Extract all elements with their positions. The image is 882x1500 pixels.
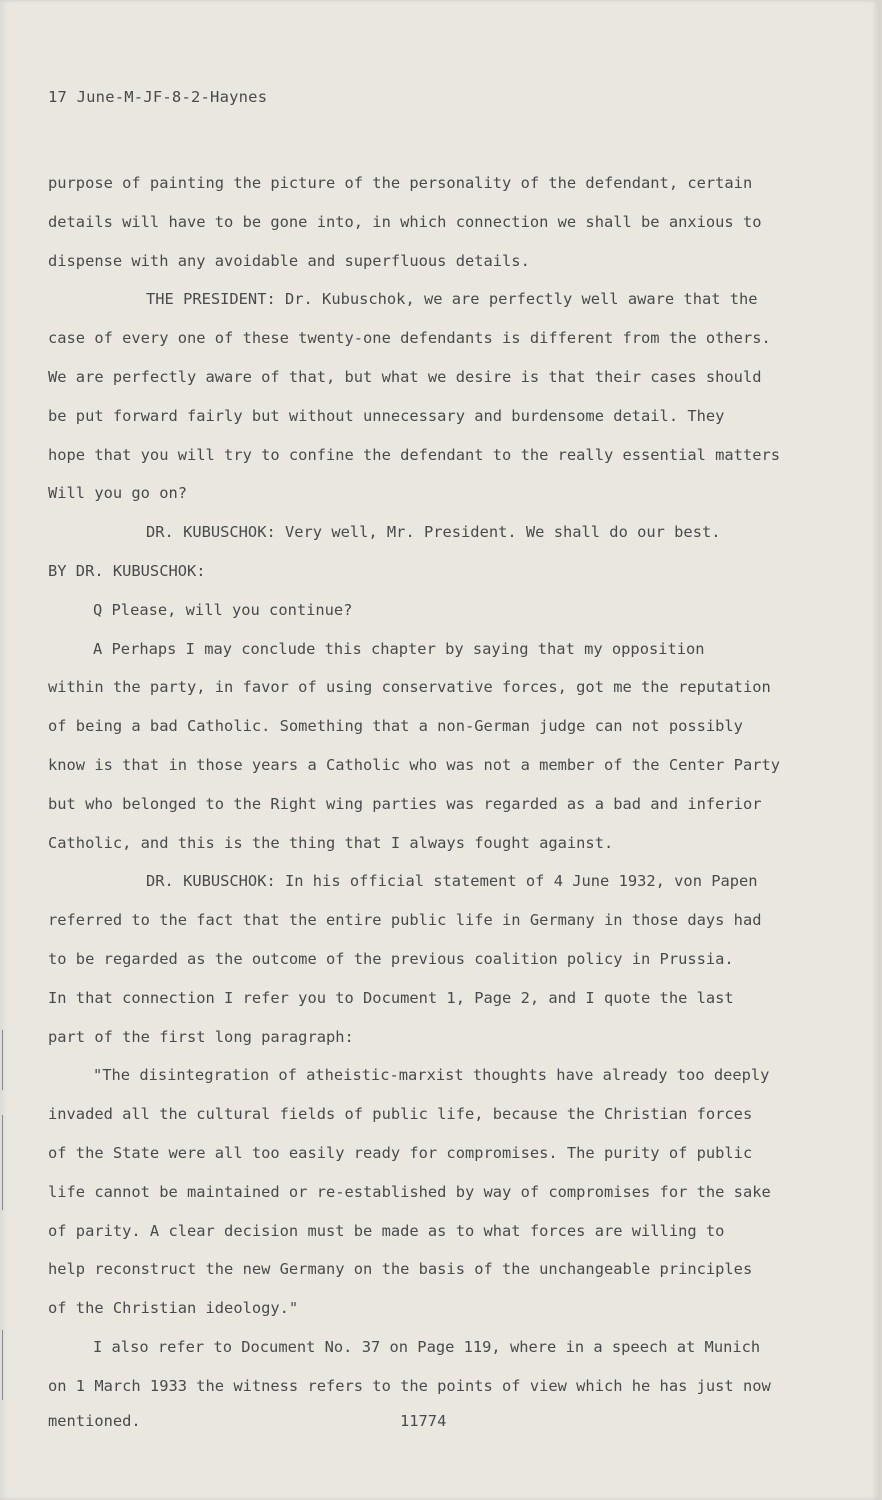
text-line: of being a bad Catholic. Something that a non-German judge can not possibly: [48, 717, 743, 736]
text-line: of the State were all too easily ready for compromises. The purity of public: [48, 1143, 753, 1162]
text-line: life cannot be maintained or re-established by way of compromises for the sake: [48, 1182, 771, 1201]
text-line: I also refer to Document No. 37 on Page 119, where in a speech at Munich: [93, 1337, 761, 1356]
page-number: 11774: [400, 1412, 447, 1430]
text-line: Catholic, and this is the thing that I always fought against.: [48, 833, 614, 852]
text-line: In that connection I refer you to Document 1, Page 2, and I quote the last: [48, 988, 734, 1007]
text-line: but who belonged to the Right wing parties was regarded as a bad and inferior: [48, 794, 762, 813]
text-line: purpose of painting the picture of the personality of the defendant, certain: [48, 174, 753, 192]
text-line: part of the first long paragraph:: [48, 1027, 354, 1046]
text-line: Will you go on?: [48, 484, 187, 503]
text-line: We are perfectly aware of that, but what we desire is that their cases should: [48, 367, 762, 386]
text-line: details will have to be gone into, in which connection we shall be anxious to: [48, 212, 762, 231]
text-line: case of every one of these twenty-one defendants is different from the others.: [48, 329, 771, 348]
text-line: of the Christian ideology.": [48, 1299, 299, 1318]
text-line: A Perhaps I may conclude this chapter by saying that my opposition: [93, 639, 705, 658]
margin-mark: [2, 1330, 3, 1400]
text-line: know is that in those years a Catholic who was not a member of the Center Party: [48, 755, 781, 774]
text-line: on 1 March 1933 the witness refers to the points of view which he has just now: [48, 1376, 771, 1395]
text-line: "The disintegration of atheistic-marxist thoughts have already too deeply: [93, 1066, 770, 1085]
margin-mark: [2, 1030, 3, 1090]
text-line: be put forward fairly but without unnecessary and burdensome detail. They: [48, 406, 725, 425]
text-line: to be regarded as the outcome of the previous coalition policy in Prussia.: [48, 949, 734, 968]
text-line: DR. KUBUSCHOK: Very well, Mr. President. We shall do our best.: [146, 523, 721, 542]
footer-row: [48, 1412, 818, 1430]
header-reference: 17 June-M-JF-8-2-Haynes: [48, 88, 268, 106]
margin-mark: [2, 1115, 3, 1210]
text-line: THE PRESIDENT: Dr. Kubuschok, we are perfectly well aware that the: [146, 290, 758, 309]
text-line: BY DR. KUBUSCHOK:: [48, 561, 206, 580]
text-line: hope that you will try to confine the defendant to the really essential matters: [48, 445, 781, 464]
text-line: DR. KUBUSCHOK: In his official statement of 4 June 1932, von Papen: [146, 872, 758, 891]
text-line: mentioned.: [48, 1412, 141, 1430]
text-line: dispense with any avoidable and superfluous details.: [48, 251, 530, 270]
text-line: of parity. A clear decision must be made as to what forces are willing to: [48, 1221, 725, 1240]
text-line: referred to the fact that the entire public life in Germany in those days had: [48, 911, 762, 930]
text-line: Q Please, will you continue?: [93, 600, 353, 619]
text-line: invaded all the cultural fields of public life, because the Christian forces: [48, 1105, 753, 1124]
text-line: within the party, in favor of using conservative forces, got me the reputation: [48, 678, 771, 697]
text-line: help reconstruct the new Germany on the basis of the unchangeable principles: [48, 1260, 753, 1279]
transcript-body: [48, 164, 818, 1406]
